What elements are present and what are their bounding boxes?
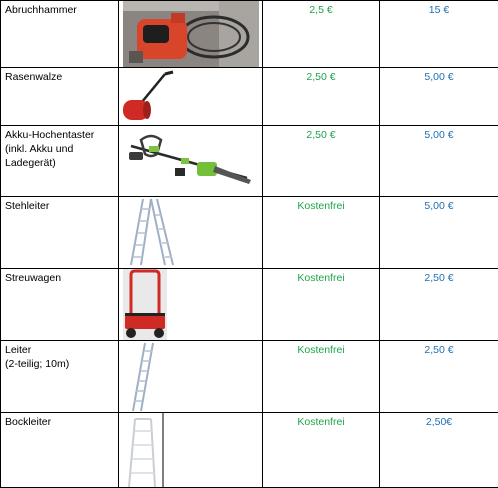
item-name-detail: (inkl. Akku und [5, 142, 114, 156]
item-image-cell [119, 269, 263, 341]
item-name: Rasenwalze [5, 70, 114, 84]
item-name: Stehleiter [5, 199, 114, 213]
item-name-cell [1, 197, 119, 269]
table-row [1, 1, 498, 68]
nonmember-price: 2,50 € [380, 269, 498, 341]
item-name-cell [1, 413, 119, 488]
table-row [1, 269, 498, 341]
spreader-photo [119, 269, 263, 340]
member-price: Kostenfrei [263, 197, 380, 269]
lawn-roller-photo [119, 68, 263, 125]
table-row [1, 68, 498, 126]
nonmember-price: 2,50 € [380, 341, 498, 413]
member-price: Kostenfrei [263, 269, 380, 341]
member-price: 2,50 € [263, 126, 380, 197]
member-price: 2,5 € [263, 1, 380, 68]
table-row [1, 126, 498, 197]
item-image-cell [119, 413, 263, 488]
step-ladder-photo [119, 197, 263, 268]
table-row [1, 341, 498, 413]
item-image-cell [119, 126, 263, 197]
member-price: Kostenfrei [263, 413, 380, 488]
nonmember-price: 5,00 € [380, 68, 498, 126]
pole-saw-photo [119, 126, 263, 196]
nonmember-price: 5,00 € [380, 126, 498, 197]
item-image-cell [119, 197, 263, 269]
nonmember-price: 15 € [380, 1, 498, 68]
item-name: Leiter [5, 343, 114, 357]
item-name: Bockleiter [5, 415, 114, 429]
table-row [1, 413, 498, 488]
trestle-ladder-photo [119, 413, 263, 487]
item-name: Akku-Hochentaster [5, 128, 114, 142]
item-name-detail: Ladegerät) [5, 156, 114, 170]
item-image-cell [119, 68, 263, 126]
item-name-cell [1, 68, 119, 126]
nonmember-price: 2,50€ [380, 413, 498, 488]
item-name-cell [1, 1, 119, 68]
item-name: Abruchhammer [5, 3, 114, 17]
extension-ladder-photo [119, 341, 263, 412]
item-image-cell [119, 341, 263, 413]
item-name: Streuwagen [5, 271, 114, 285]
item-image-cell [119, 1, 263, 68]
item-name-cell [1, 269, 119, 341]
table-row [1, 197, 498, 269]
nonmember-price: 5,00 € [380, 197, 498, 269]
item-name-cell [1, 126, 119, 197]
member-price: 2,50 € [263, 68, 380, 126]
member-price: Kostenfrei [263, 341, 380, 413]
item-name-detail: (2-teilig; 10m) [5, 357, 114, 371]
item-name-cell [1, 341, 119, 413]
demolition-hammer-photo [119, 1, 263, 67]
